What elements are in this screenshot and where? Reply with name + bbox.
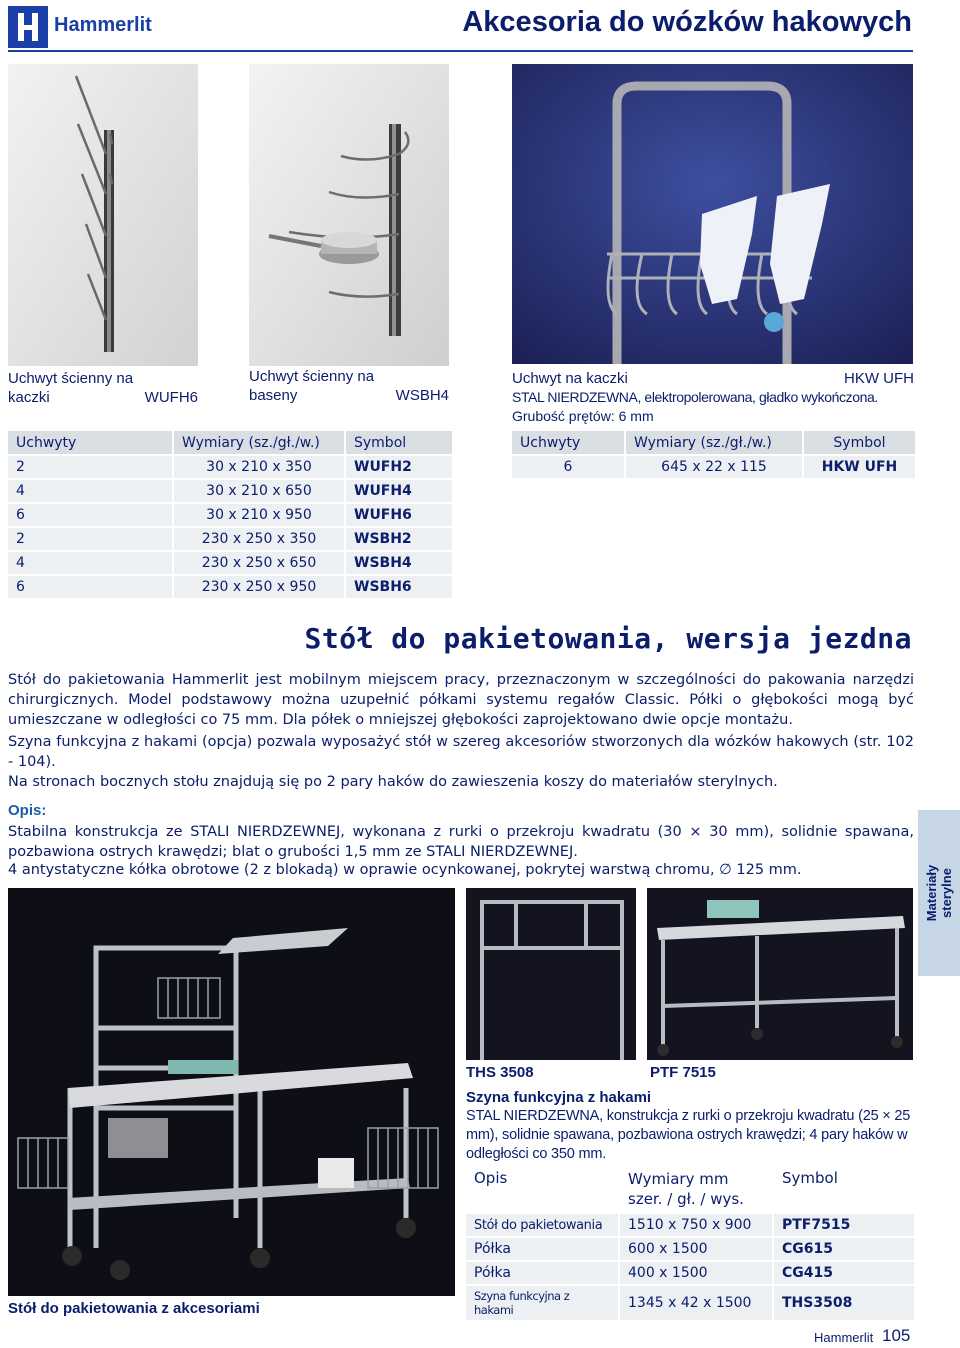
caption-hkw-title: Uchwyt na kaczki xyxy=(512,370,628,387)
cell-symbol: PTF7515 xyxy=(774,1214,914,1236)
caption-hkw xyxy=(512,369,914,426)
table-header-row xyxy=(8,431,452,454)
table-row xyxy=(8,456,452,478)
caption-wsbh-code: WSBH4 xyxy=(395,387,449,404)
cell-dimensions: 30 x 210 x 650 xyxy=(174,480,344,502)
cell-symbol: WSBH6 xyxy=(346,576,452,598)
cell-count: 4 xyxy=(8,552,172,574)
caption-wufh-line2: kaczki xyxy=(8,389,50,406)
table-wall-holders xyxy=(6,429,454,600)
paragraph-hooks: Na stronach bocznych stołu znajdują się po 2 pary haków do zawieszenia koszy do materiałów sterylnych. xyxy=(8,774,778,790)
caption-wufh-code: WUFH6 xyxy=(144,389,198,406)
table-row xyxy=(466,1238,914,1260)
photo-caption-accessories: Stół do pakietowania z akcesoriami xyxy=(8,1300,260,1317)
caption-wsbh4 xyxy=(249,367,449,405)
table-row xyxy=(8,552,452,574)
page-title: Akcesoria do wózków hakowych xyxy=(462,6,912,38)
side-tab-line1: Materiały xyxy=(924,864,939,922)
table-row xyxy=(466,1286,914,1320)
cell-symbol: WSBH2 xyxy=(346,528,452,550)
cell-dimensions: 1345 x 42 x 1500 xyxy=(620,1286,772,1320)
photo-packing-table-accessories xyxy=(8,888,455,1296)
cell-dimensions: 400 x 1500 xyxy=(620,1262,772,1284)
paragraph-construction: Stabilna konstrukcja ze STALI NIERDZEWNEJ, wykonana z rurki o przekroju kwadratu (30 × 30 mm), solidnie spawana, pozbawiona ostrych krawędzi; blat o grubości 1,5 mm ze STALI NIERDZEWNEJ. xyxy=(8,824,914,860)
caption-wufh6 xyxy=(8,369,198,407)
table-header-row xyxy=(512,431,915,454)
table-row xyxy=(8,504,452,526)
logo-mark-icon xyxy=(8,6,48,48)
col-header-wymiary: Wymiary mm szer. / gł. / wys. xyxy=(620,1166,772,1212)
cell-description: Półka xyxy=(466,1238,618,1260)
cell-dimensions: 30 x 210 x 950 xyxy=(174,504,344,526)
cell-symbol: WUFH2 xyxy=(346,456,452,478)
photo-wufh6 xyxy=(8,64,198,366)
footer-brand: Hammerlit xyxy=(814,1330,874,1345)
col-header-opis: Opis xyxy=(466,1166,618,1212)
cell-count: 4 xyxy=(8,480,172,502)
cell-dimensions: 230 x 250 x 350 xyxy=(174,528,344,550)
table-duck-holder xyxy=(510,429,917,480)
label-ptf7515: PTF 7515 xyxy=(650,1064,716,1081)
table-row xyxy=(466,1262,914,1284)
caption-hkw-desc1: STAL NIERDZEWNA, elektropolerowana, gładko wykończona. xyxy=(512,389,878,405)
col-header-uchwyty: Uchwyty xyxy=(8,431,172,454)
caption-hkw-desc2: Grubość prętów: 6 mm xyxy=(512,408,654,424)
table-row xyxy=(466,1214,914,1236)
rail-description: STAL NIERDZEWNA, konstrukcja z rurki o przekroju kwadratu (25 × 25 mm), solidnie spawana, pozbawiona ostrych krawędzi; 4 pary haków w odległości co 350 mm. xyxy=(466,1108,911,1162)
table-row xyxy=(512,456,915,478)
side-tab-label xyxy=(924,865,954,921)
cell-dimensions: 645 x 22 x 115 xyxy=(626,456,802,478)
cell-dimensions: 230 x 250 x 950 xyxy=(174,576,344,598)
paragraph-casters: 4 antystatyczne kółka obrotowe (2 z blokadą) w oprawie ocynkowanej, pokrytej warstwą chromu, ∅ 125 mm. xyxy=(8,862,802,878)
hammerlit-logo xyxy=(8,6,168,48)
logo-text: Hammerlit xyxy=(54,14,152,36)
cell-symbol: WSBH4 xyxy=(346,552,452,574)
cell-count: 6 xyxy=(8,504,172,526)
cell-symbol: WUFH6 xyxy=(346,504,452,526)
cell-symbol: CG615 xyxy=(774,1238,914,1260)
table-row xyxy=(8,528,452,550)
cell-description: Szyna funkcyjna z hakami xyxy=(466,1286,618,1320)
cell-count: 2 xyxy=(8,528,172,550)
page-number: 105 xyxy=(882,1326,911,1345)
photo-ptf7515 xyxy=(647,888,913,1060)
label-ths3508: THS 3508 xyxy=(466,1064,534,1081)
photo-wsbh4 xyxy=(249,64,449,366)
paragraph-intro: Stół do pakietowania Hammerlit jest mobilnym miejscem pracy, przeznaczonym w szczególności do pakowania narzędzi chirurgicznych. Model podstawowy można uzupełnić półkami systemu regałów Classic. Półki o głębokości mogą być umieszczane w odległości co 75 mm. Dla półek o mniejszej głębokości zaprojektowano dwie opcje montażu. xyxy=(8,672,914,728)
section-title: Stół do pakietowania, wersja jezdna xyxy=(304,622,912,655)
cell-symbol: WUFH4 xyxy=(346,480,452,502)
table-row xyxy=(8,480,452,502)
cell-description: Półka xyxy=(466,1262,618,1284)
cell-dimensions: 30 x 210 x 350 xyxy=(174,456,344,478)
photo-ths3508 xyxy=(466,888,636,1060)
col-header-uchwyty: Uchwyty xyxy=(512,431,624,454)
table-packing-table xyxy=(464,1164,916,1322)
cell-symbol: CG415 xyxy=(774,1262,914,1284)
side-tab-line2: sterylne xyxy=(939,868,954,918)
col-header-wymiary: Wymiary (sz./gł./w.) xyxy=(626,431,802,454)
rail-title: Szyna funkcyjna z hakami xyxy=(466,1089,652,1106)
cell-symbol: HKW UFH xyxy=(804,456,915,478)
cell-symbol: THS3508 xyxy=(774,1286,914,1320)
col-header-symbol: Symbol xyxy=(346,431,452,454)
table-row xyxy=(8,576,452,598)
cell-count: 2 xyxy=(8,456,172,478)
caption-wsbh-line2: baseny xyxy=(249,387,298,404)
caption-wufh-line1: Uchwyt ścienny na xyxy=(8,370,134,387)
cell-dimensions: 230 x 250 x 650 xyxy=(174,552,344,574)
cell-description: Stół do pakietowania xyxy=(466,1214,618,1236)
paragraph-rail: Szyna funkcyjna z hakami (opcja) pozwala wyposażyć stół w szereg akcesoriów stworzonych dla wózków hakowych (str. 102 - 104). xyxy=(8,734,914,770)
table-header-row xyxy=(466,1166,914,1212)
col-header-symbol: Symbol xyxy=(804,431,915,454)
opis-heading: Opis: xyxy=(8,802,47,819)
col-header-symbol: Symbol xyxy=(774,1166,914,1212)
caption-hkw-code: HKW UFH xyxy=(844,370,914,387)
cell-dimensions: 1510 x 750 x 900 xyxy=(620,1214,772,1236)
side-tab-sterile-materials xyxy=(918,810,960,976)
caption-wsbh-line1: Uchwyt ścienny na xyxy=(249,368,375,385)
photo-hkw-ufh xyxy=(512,64,913,364)
cell-count: 6 xyxy=(8,576,172,598)
header-divider xyxy=(8,50,913,52)
cell-dimensions: 600 x 1500 xyxy=(620,1238,772,1260)
col-header-wymiary: Wymiary (sz./gł./w.) xyxy=(174,431,344,454)
cell-count: 6 xyxy=(512,456,624,478)
